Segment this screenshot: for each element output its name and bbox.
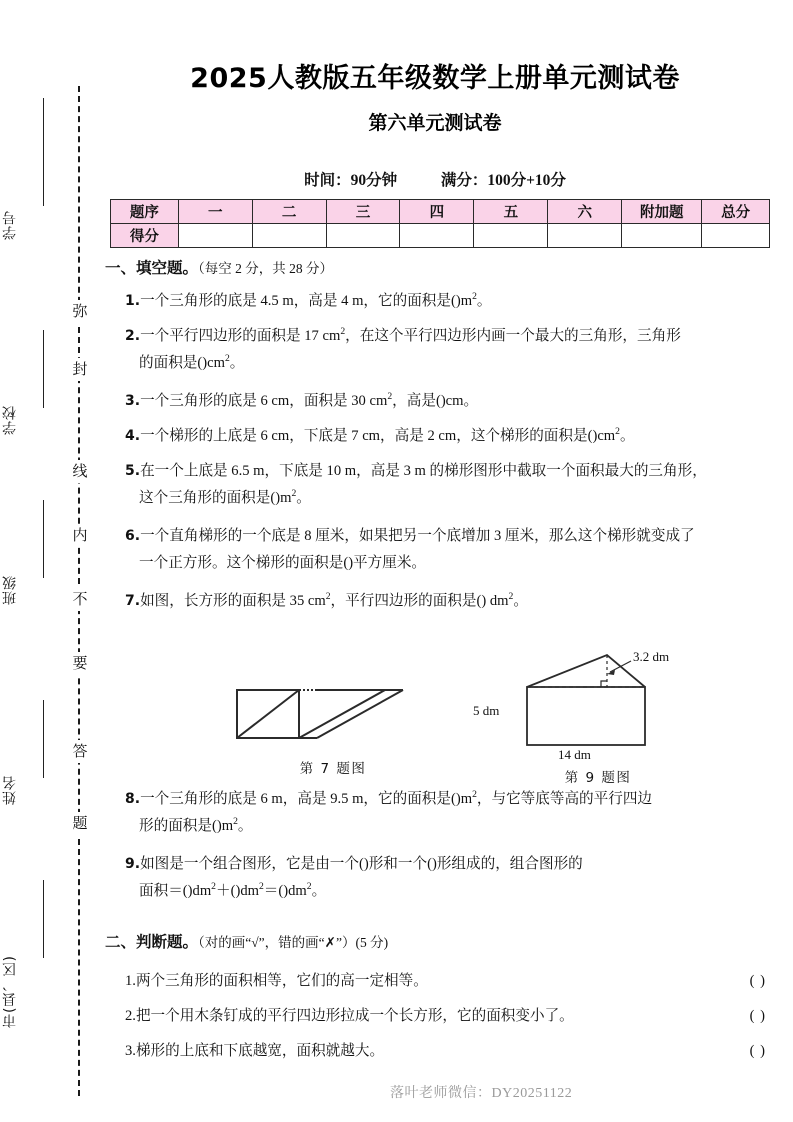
q2-text-a: 一个平行四边形的面积是 17 cm [140, 328, 341, 344]
page-title: 2025人教版五年级数学上册单元测试卷 [190, 63, 680, 94]
q8-text-b: )m [455, 791, 473, 807]
score-row-label: 得分 [111, 224, 179, 248]
q8-text-d: 形的面积是( [139, 818, 217, 834]
question-1 [125, 288, 770, 315]
section-2-title: 二、判断题。 [105, 933, 199, 951]
q8-text-a: 一个三角形的底是 6 m，高是 9.5 m，它的面积是( [140, 791, 456, 807]
question-8 [125, 786, 770, 840]
q4-sup: 2 [615, 426, 620, 438]
score-cell-1[interactable] [178, 224, 252, 248]
q6-text-b: 一个正方形。这个梯形的面积是( [139, 555, 349, 571]
figure-7 [233, 680, 433, 777]
score-cell-5[interactable] [474, 224, 548, 248]
sidebar-field-shixian[interactable]: 市(县、区) [2, 955, 18, 1028]
q5-sup: 2 [291, 488, 297, 500]
seal-char-4: 不 [70, 588, 90, 611]
header-cell-2: 二 [252, 200, 326, 224]
figure-9-base-label: 14 dm [558, 747, 591, 762]
q8-text-c: ，与它等底等高的平行四边 [476, 791, 653, 807]
score-table [110, 199, 770, 248]
seal-char-3: 内 [70, 524, 90, 547]
seal-char-5: 要 [70, 652, 90, 675]
q9-text-c: )形组成的，组合图形的 [431, 856, 583, 872]
q9-text-e: )dm [187, 883, 212, 899]
score-cell-6[interactable] [548, 224, 622, 248]
q6-number: 6. [125, 528, 141, 544]
q9-text-f: ＋( [215, 883, 236, 899]
field-rule-shixian [43, 880, 44, 958]
q7-text-d: 。 [513, 593, 528, 609]
q9-number: 9. [125, 856, 141, 872]
q7-sup1: 2 [325, 591, 331, 603]
question-4 [125, 423, 770, 450]
q7-text-a: 如图，长方形的面积是 35 cm [140, 593, 326, 609]
q1-text-b: )m [455, 293, 473, 309]
q9-text-d: 面积＝( [139, 883, 188, 899]
q5-text-b: 这个三角形的面积是( [139, 490, 276, 506]
figure-9-drawing [473, 645, 723, 757]
section-2-note: （对的画“√”，错的画“✗”）(5 分) [198, 935, 389, 950]
figure-9-triangle-height-label: 3.2 dm [633, 649, 670, 664]
q5-text-a: 在一个上底是 6.5 m，下底是 10 m，高是 3 m 的梯形图形中截取一个面积最大的三角形， [140, 463, 707, 479]
q2-text-d: )cm [202, 355, 225, 371]
seal-char-6: 答 [70, 740, 90, 763]
q2-line2 [125, 350, 770, 377]
q9-sup3: 2 [306, 881, 312, 893]
q2-number: 2. [125, 328, 141, 344]
seal-char-1: 封 [70, 358, 90, 381]
score-table-score-row [111, 224, 770, 248]
header-cell-5: 五 [474, 200, 548, 224]
header-cell-3: 三 [326, 200, 400, 224]
q9-text-b: )形和一个( [363, 856, 432, 872]
section-1-title: 一、填空题。 [105, 259, 199, 277]
exam-fullscore-label: 满分：100分+10分 [440, 172, 566, 189]
q4-text-c: 。 [619, 428, 635, 444]
tf1-text: 两个三角形的面积相等，它们的高一定相等。 [135, 973, 428, 989]
figure-7-caption: 第 7 题图 [299, 761, 367, 777]
q8-line2 [125, 813, 770, 840]
score-cell-4[interactable] [400, 224, 474, 248]
sidebar-field-xuehao[interactable]: 学号 [2, 210, 18, 240]
question-3 [125, 388, 770, 415]
q6-line2 [125, 550, 770, 577]
question-7 [125, 588, 770, 615]
figure-9-height-label: 5 dm [473, 703, 500, 718]
sidebar-field-xingming[interactable]: 姓名 [2, 775, 18, 805]
q2-sup1: 2 [340, 326, 346, 338]
section-heading-fill-in-blank [105, 256, 333, 278]
q2-text-c: 的面积是( [139, 355, 203, 371]
q1-number: 1. [125, 293, 141, 309]
q9-text-a: 如图是一个组合图形，它是由一个( [140, 856, 364, 872]
section-1-note: （每空 2 分，共 28 分） [198, 261, 334, 276]
figure-9 [473, 645, 723, 786]
exam-time-label: 时间：90分钟 [304, 172, 398, 189]
header-cell-0: 题序 [111, 200, 179, 224]
tf1-number: 1. [125, 973, 136, 989]
q6-text-a: 一个直角梯形的一个底是 8 厘米，如果把另一个底增加 3 厘米，那么这个梯形就变成了 [140, 528, 695, 544]
q2-text-e: 。 [229, 355, 245, 371]
tf-question-3 [125, 1038, 770, 1065]
figure-7-drawing [233, 680, 433, 750]
seal-char-7: 题 [70, 812, 90, 835]
seal-char-2: 线 [70, 460, 90, 483]
q7-number: 7. [125, 593, 141, 609]
seal-char-0: 弥 [70, 300, 90, 323]
q7-text-c: ) dm [481, 593, 509, 609]
q3-sup: 2 [387, 391, 393, 403]
q8-sup2: 2 [233, 816, 238, 828]
figure-9-caption: 第 9 题图 [564, 770, 632, 786]
header-cell-7: 附加题 [622, 200, 702, 224]
q6-text-c: )平方厘米。 [348, 555, 427, 571]
field-rule-banji [43, 500, 44, 578]
q7-text-b: ，平行四边形的面积是( [330, 593, 482, 609]
q3-text-c: )cm。 [440, 393, 479, 409]
q9-sup2: 2 [258, 881, 264, 893]
q8-number: 8. [125, 791, 141, 807]
q9-line2 [125, 878, 770, 905]
tf3-text: 梯形的上底和下底越宽，面积就越大。 [135, 1043, 385, 1059]
question-5 [125, 458, 770, 512]
q5-line2 [125, 485, 770, 512]
q5-number: 5. [125, 463, 141, 479]
q7-sup2: 2 [508, 591, 514, 603]
q9-text-i: )dm [283, 883, 307, 899]
exam-meta [105, 168, 765, 190]
tf-question-2 [125, 1003, 770, 1030]
page-subtitle: 第六单元测试卷 [368, 112, 502, 134]
score-cell-2[interactable] [252, 224, 326, 248]
tf2-number: 2. [125, 1008, 136, 1024]
q4-text-b: )cm [592, 428, 616, 444]
seal-sidebar [0, 0, 105, 1122]
tf3-number: 3. [125, 1043, 136, 1059]
q4-number: 4. [125, 428, 141, 444]
tf-question-1 [125, 968, 770, 995]
sidebar-field-banji[interactable]: 班级 [2, 575, 18, 605]
score-cell-7[interactable] [622, 224, 702, 248]
q9-text-j: 。 [311, 883, 327, 899]
tf2-answer-blank[interactable]: ( ) [749, 1008, 766, 1024]
field-rule-xuehao [43, 98, 44, 206]
q5-text-c: )m [275, 490, 292, 506]
exam-content [105, 0, 793, 1122]
q8-sup1: 2 [472, 789, 477, 801]
section-heading-true-false [105, 930, 388, 952]
header-cell-6: 六 [548, 200, 622, 224]
score-cell-8[interactable] [702, 224, 770, 248]
q4-text-a: 一个梯形的上底是 6 cm，下底是 7 cm，高是 2 cm，这个梯形的面积是( [140, 428, 593, 444]
tf1-answer-blank[interactable]: ( ) [749, 973, 766, 989]
q8-text-f: 。 [237, 818, 253, 834]
question-9 [125, 851, 770, 905]
sidebar-field-xuexiao[interactable]: 学校 [2, 405, 18, 435]
q9-text-g: )dm [235, 883, 259, 899]
q1-text-c: 。 [476, 293, 492, 309]
q1-text-a: 一个三角形的底是 4.5 m，高是 4 m，它的面积是( [140, 293, 456, 309]
field-rule-xingming [43, 700, 44, 778]
q2-text-b: ，在这个平行四边形内画一个最大的三角形，三角形 [345, 328, 681, 344]
header-cell-4: 四 [400, 200, 474, 224]
footer-watermark: 落叶老师微信：DY20251122 [390, 1086, 573, 1101]
q3-text-b: ，高是( [392, 393, 441, 409]
score-table-header-row [111, 200, 770, 224]
score-cell-3[interactable] [326, 224, 400, 248]
q2-sup2: 2 [224, 353, 230, 365]
q3-number: 3. [125, 393, 141, 409]
field-rule-xuexiao [43, 330, 44, 408]
question-6 [125, 523, 770, 577]
tf2-text: 把一个用木条钉成的平行四边形拉成一个长方形，它的面积变小了。 [135, 1008, 574, 1024]
q9-sup1: 2 [211, 881, 216, 893]
q3-text-a: 一个三角形的底是 6 cm，面积是 30 cm [140, 393, 388, 409]
header-cell-8: 总分 [702, 200, 770, 224]
question-2 [125, 323, 770, 377]
tf3-answer-blank[interactable]: ( ) [749, 1043, 766, 1059]
q5-text-d: 。 [296, 490, 311, 506]
q1-sup: 2 [472, 291, 477, 303]
q9-text-h: ＝( [263, 883, 284, 899]
q8-text-e: )m [216, 818, 234, 834]
header-cell-1: 一 [178, 200, 252, 224]
